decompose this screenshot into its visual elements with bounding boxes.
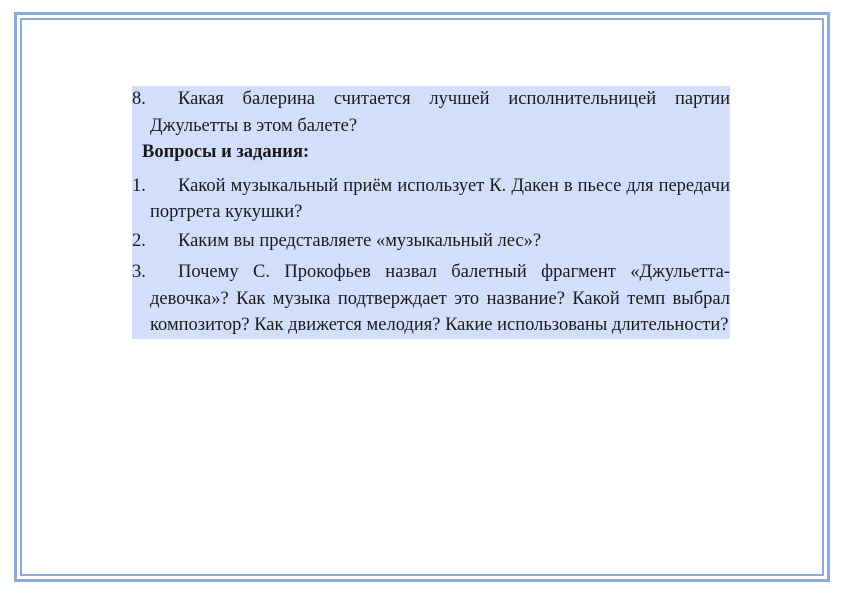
list-item (132, 173, 730, 226)
list-item-text: Какой музыкальный приём использует К. Дакен в пьесе для передачи портрета кукушки? (150, 175, 730, 222)
list-item-number: 1. (132, 175, 146, 196)
section-heading: Вопросы и задания: (142, 142, 310, 162)
list-item (132, 86, 730, 139)
list-item-number: 8. (132, 89, 146, 109)
slide-text-block (132, 86, 730, 339)
list-item (132, 259, 730, 339)
list-item (132, 228, 730, 255)
list-item-number: 2. (132, 230, 146, 251)
list-item-number: 3. (132, 262, 146, 282)
list-item-text: Почему С. Прокофьев назвал балетный фрагмент «Джульетта-девочка»? Как музыка подтверждает это название? Какой темп выбрал композитор? Как движется мелодия? Какие использованы длительности? (150, 262, 730, 335)
list-item-text: Какая балерина считается лучшей исполнительницей партии Джульетты в этом балете? (150, 89, 730, 136)
list-item-text: Каким вы представляете «музыкальный лес»? (178, 230, 542, 251)
